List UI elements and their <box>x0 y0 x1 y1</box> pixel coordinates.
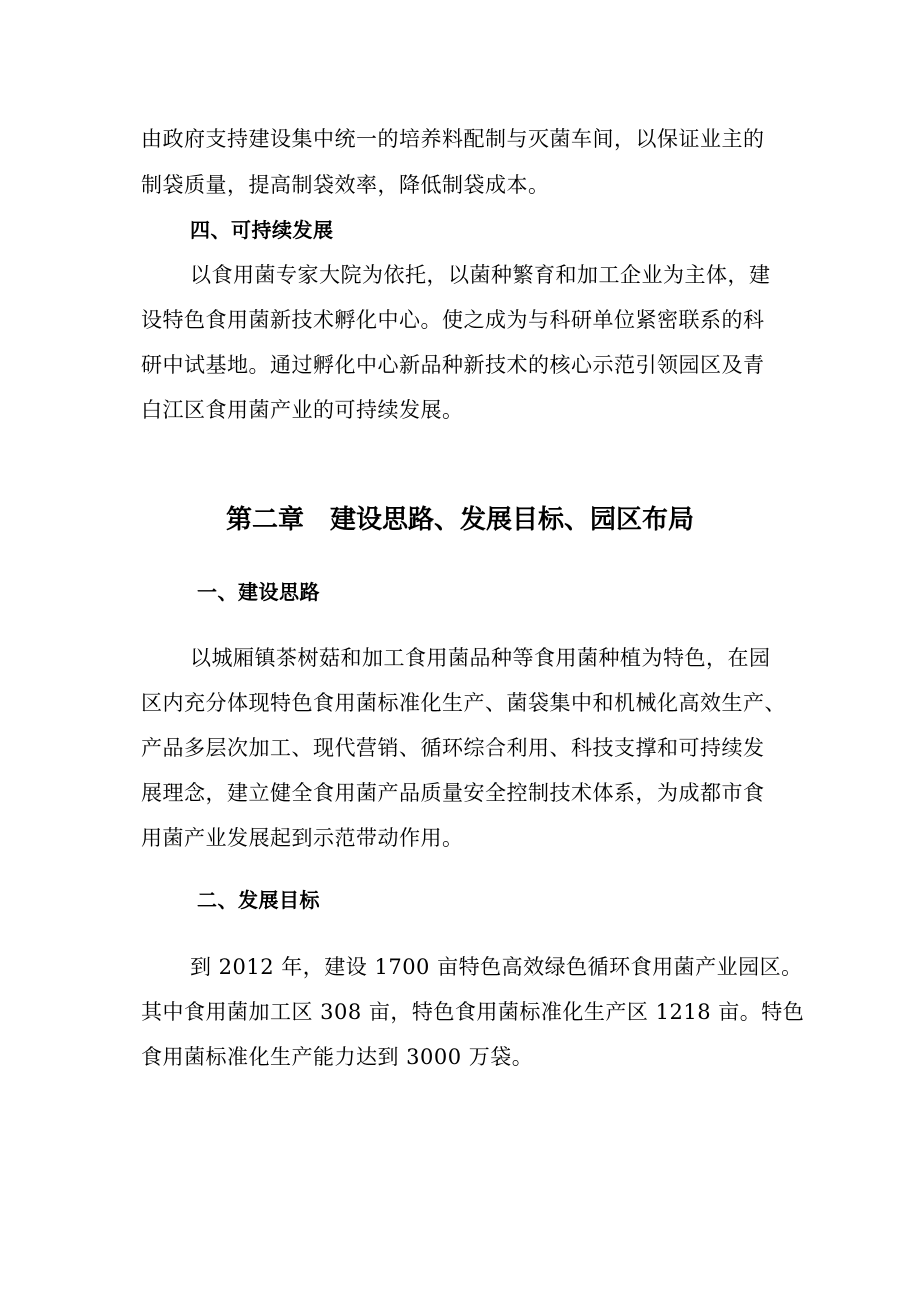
paragraph-line: 制袋质量，提高制袋效率，降低制袋成本。 <box>141 173 550 197</box>
paragraph-line: 用菌产业发展起到示范带动作用。 <box>141 826 464 850</box>
paragraph-line: 由政府支持建设集中统一的培养料配制与灭菌车间，以保证业主的 <box>141 127 765 151</box>
paragraph-line: 以城厢镇茶树菇和加工食用菌品种等食用菌种植为特色，在园 <box>190 646 771 670</box>
chapter-title: 第二章 建设思路、发展目标、园区布局 <box>225 505 694 535</box>
paragraph-line: 设特色食用菌新技术孵化中心。使之成为与科研单位紧密联系的科 <box>141 308 765 332</box>
paragraph-line: 展理念，建立健全食用菌产品质量安全控制技术体系，为成都市食 <box>141 781 765 805</box>
paragraph-line: 产品多层次加工、现代营销、循环综合利用、科技支撑和可持续发 <box>141 736 765 760</box>
paragraph-line: 食用菌标准化生产能力达到 3000 万袋。 <box>141 1045 534 1069</box>
paragraph-line: 以食用菌专家大院为依托，以菌种繁育和加工企业为主体，建 <box>190 263 771 287</box>
section-heading-construction-approach: 一、建设思路 <box>197 580 320 604</box>
paragraph-line: 研中试基地。通过孵化中心新品种新技术的核心示范引领园区及青 <box>141 353 765 377</box>
paragraph-line: 白江区食用菌产业的可持续发展。 <box>141 398 464 422</box>
section-heading-development-goals: 二、发展目标 <box>197 888 320 912</box>
paragraph-line: 其中食用菌加工区 308 亩，特色食用菌标准化生产区 1218 亩。特色 <box>141 1000 805 1024</box>
paragraph-line: 到 2012 年，建设 1700 亩特色高效绿色循环食用菌产业园区。 <box>190 955 803 979</box>
paragraph-line: 区内充分体现特色食用菌标准化生产、菌袋集中和机械化高效生产、 <box>141 691 786 715</box>
section-heading-sustainable-development: 四、可持续发展 <box>190 218 334 242</box>
